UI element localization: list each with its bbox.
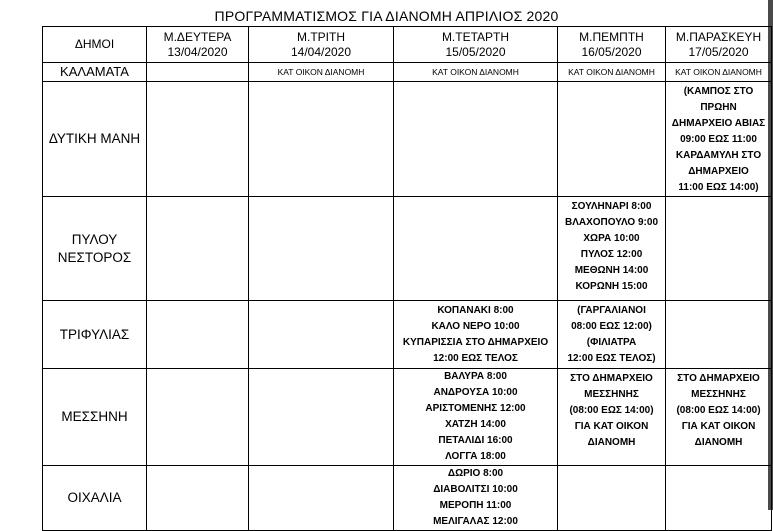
schedule-cell	[147, 369, 249, 466]
schedule-entry: (08:00 ΕΩΣ 14:00)	[569, 405, 654, 416]
schedule-cell	[666, 466, 772, 531]
municipality-name-line: ΤΡΙΦΥΛΙΑΣ	[59, 326, 130, 342]
schedule-entry: (ΓΑΡΓΑΛΙΑΝΟΙ	[577, 305, 646, 316]
schedule-entry: ΚΑΤ ΟΙΚΟΝ ΔΙΑΝΟΜΗ	[675, 67, 762, 77]
schedule-entry: ΠΥΛΟΣ 12:00	[580, 249, 643, 260]
schedule-entry: 11:00 ΕΩΣ 14:00)	[678, 182, 759, 193]
header-day-monday: Μ.ΔΕΥΤΕΡΑ 13/04/2020	[147, 27, 249, 63]
schedule-cell	[147, 197, 249, 301]
schedule-cell	[666, 197, 772, 301]
schedule-cell	[147, 466, 249, 531]
municipality-name-line: ΠΥΛΟΥ	[71, 231, 118, 247]
schedule-cell	[666, 63, 772, 82]
table-row	[43, 197, 772, 301]
schedule-entry: ΣΤΟ ΔΗΜΑΡΧΕΙΟ	[677, 373, 760, 384]
schedule-cell	[147, 82, 249, 197]
header-day-tuesday: Μ.ΤΡΙΤΗ 14/04/2020	[249, 27, 394, 63]
header-municipalities: ΔΗΜΟΙ	[43, 27, 147, 63]
header-day-friday: Μ.ΠΑΡΑΣΚΕΥΗ 17/05/2020	[666, 27, 772, 63]
schedule-entry: ΚΟΡΩΝΗ 15:00	[575, 281, 648, 292]
schedule-entry: 09:00 ΕΩΣ 11:00	[680, 134, 757, 145]
document-title: ΠΡΟΓΡΑΜΜΑΤΙΣΜΟΣ ΓΙΑ ΔΙΑΝΟΜΗ ΑΠΡΙΛΙΟΣ 2020	[214, 8, 559, 24]
header-day-thursday: Μ.ΠΕΜΠΤΗ 16/05/2020	[558, 27, 666, 63]
schedule-entry: ΜΕΡΟΠΗ 11:00	[439, 500, 512, 511]
schedule-entry: ΑΝΔΡΟΥΣΑ 10:00	[433, 387, 518, 398]
schedule-entry: ΒΛΑΧΟΠΟΥΛΟ 9:00	[564, 217, 659, 228]
schedule-entry: ΜΕΘΩΝΗ 14:00	[574, 265, 649, 276]
schedule-cell	[558, 301, 666, 369]
schedule-entry: ΧΑΤΖΗ 14:00	[445, 419, 506, 430]
schedule-cell	[394, 197, 558, 301]
schedule-table	[42, 26, 772, 531]
schedule-cell	[558, 466, 666, 531]
schedule-entry: ΒΑΛΥΡΑ 8:00	[444, 371, 507, 382]
schedule-cell	[394, 63, 558, 82]
municipality-name-line: ΝΕΣΤΟΡΟΣ	[57, 249, 132, 265]
schedule-cell	[249, 63, 394, 82]
table-row	[43, 63, 772, 82]
header-day-wednesday: Μ.ΤΕΤΑΡΤΗ 15/05/2020	[394, 27, 558, 63]
schedule-entry: ΚΑΤ ΟΙΚΟΝ ΔΙΑΝΟΜΗ	[432, 67, 519, 77]
schedule-entry: ΠΕΤΑΛΙΔΙ 16:00	[438, 435, 513, 446]
schedule-entry: (ΦΙΛΙΑΤΡΑ	[586, 337, 637, 348]
schedule-entry: ΓΙΑ ΚΑΤ ΟΙΚΟΝ	[574, 421, 649, 432]
schedule-entry: ΔΗΜΑΡΧΕΙΟ ΑΒΙΑΣ	[671, 118, 766, 129]
schedule-cell	[558, 369, 666, 466]
municipality-messini	[43, 369, 147, 466]
schedule-entry: 12:00 ΕΩΣ ΤΕΛΟΣ	[433, 352, 518, 364]
schedule-cell	[147, 63, 249, 82]
municipality-kalamata	[43, 63, 147, 82]
schedule-cell	[394, 82, 558, 197]
municipality-name-line: ΚΑΛΑΜΑΤΑ	[60, 64, 129, 79]
schedule-entry: ΚΟΠΑΝΑΚΙ 8:00	[437, 304, 514, 316]
municipality-oichalia	[43, 466, 147, 531]
schedule-entry: ΚΑΤ ΟΙΚΟΝ ΔΙΑΝΟΜΗ	[568, 67, 655, 77]
schedule-entry: 12:00 ΕΩΣ ΤΕΛΟΣ)	[567, 353, 656, 364]
schedule-entry: ΜΕΛΙΓΑΛΑΣ 12:00	[433, 516, 518, 527]
table-row	[43, 369, 772, 466]
schedule-entry: ΓΙΑ ΚΑΤ ΟΙΚΟΝ	[681, 421, 756, 432]
schedule-cell	[394, 466, 558, 531]
municipality-name-line: ΔΥΤΙΚΗ ΜΑΝΗ	[48, 131, 141, 146]
schedule-entry: ΑΡΙΣΤΟΜΕΝΗΣ 12:00	[425, 403, 526, 414]
municipality-name-line: ΟΙΧΑΛΙΑ	[67, 490, 122, 505]
schedule-cell	[666, 301, 772, 369]
schedule-entry: ΛΟΓΓΑ 18:00	[445, 451, 506, 462]
municipality-trifylias	[43, 301, 147, 369]
schedule-entry: ΔΙΑΝΟΜΗ	[587, 437, 636, 448]
table-row	[43, 301, 772, 369]
schedule-entry: 08:00 ΕΩΣ 12:00)	[571, 321, 652, 332]
municipality-pylou-nestoros	[43, 197, 147, 301]
table-row	[43, 82, 772, 197]
schedule-entry: ΔΙΑΒΟΛΙΤΣΙ 10:00	[433, 484, 518, 495]
municipality-name-line: ΜΕΣΣΗΝΗ	[61, 409, 128, 424]
schedule-entry: ΜΕΣΣΗΝΗΣ	[584, 389, 639, 400]
schedule-cell	[394, 301, 558, 369]
schedule-cell	[249, 301, 394, 369]
schedule-cell	[666, 369, 772, 466]
schedule-cell	[249, 82, 394, 197]
schedule-cell	[249, 197, 394, 301]
schedule-entry: ΚΑΤ ΟΙΚΟΝ ΔΙΑΝΟΜΗ	[277, 67, 365, 77]
schedule-entry: ΣΤΟ ΔΗΜΑΡΧΕΙΟ	[570, 373, 653, 384]
schedule-entry: ΔΩΡΙΟ 8:00	[447, 468, 504, 479]
schedule-cell	[147, 301, 249, 369]
schedule-cell	[394, 369, 558, 466]
header-row	[43, 27, 772, 63]
schedule-entry: ΠΡΩΗΝ	[700, 102, 737, 113]
schedule-cell	[558, 63, 666, 82]
schedule-entry: ΜΕΣΣΗΝΗΣ	[691, 389, 746, 400]
schedule-cell	[558, 197, 666, 301]
schedule-entry: ΔΙΑΝΟΜΗ	[694, 437, 743, 448]
schedule-entry: (08:00 ΕΩΣ 14:00)	[676, 405, 761, 416]
schedule-entry: ΧΩΡΑ 10:00	[583, 233, 640, 244]
schedule-entry: ΔΗΜΑΡΧΕΙΟ	[688, 166, 749, 177]
schedule-entry: ΚΑΛΟ ΝΕΡΟ 10:00	[431, 320, 520, 332]
schedule-cell	[249, 466, 394, 531]
schedule-entry: ΚΑΡΔΑΜΥΛΗ ΣΤΟ	[675, 150, 762, 161]
municipality-dytiki-mani	[43, 82, 147, 197]
schedule-cell	[249, 369, 394, 466]
schedule-entry: ΣΟΥΛΗΝΑΡΙ 8:00	[571, 201, 652, 212]
schedule-entry: (ΚΑΜΠΟΣ ΣΤΟ	[683, 86, 754, 97]
schedule-cell	[558, 82, 666, 197]
table-row	[43, 466, 772, 531]
schedule-cell	[666, 82, 772, 197]
schedule-entry: ΚΥΠΑΡΙΣΣΙΑ ΣΤΟ ΔΗΜΑΡΧΕΙΟ	[402, 336, 549, 348]
